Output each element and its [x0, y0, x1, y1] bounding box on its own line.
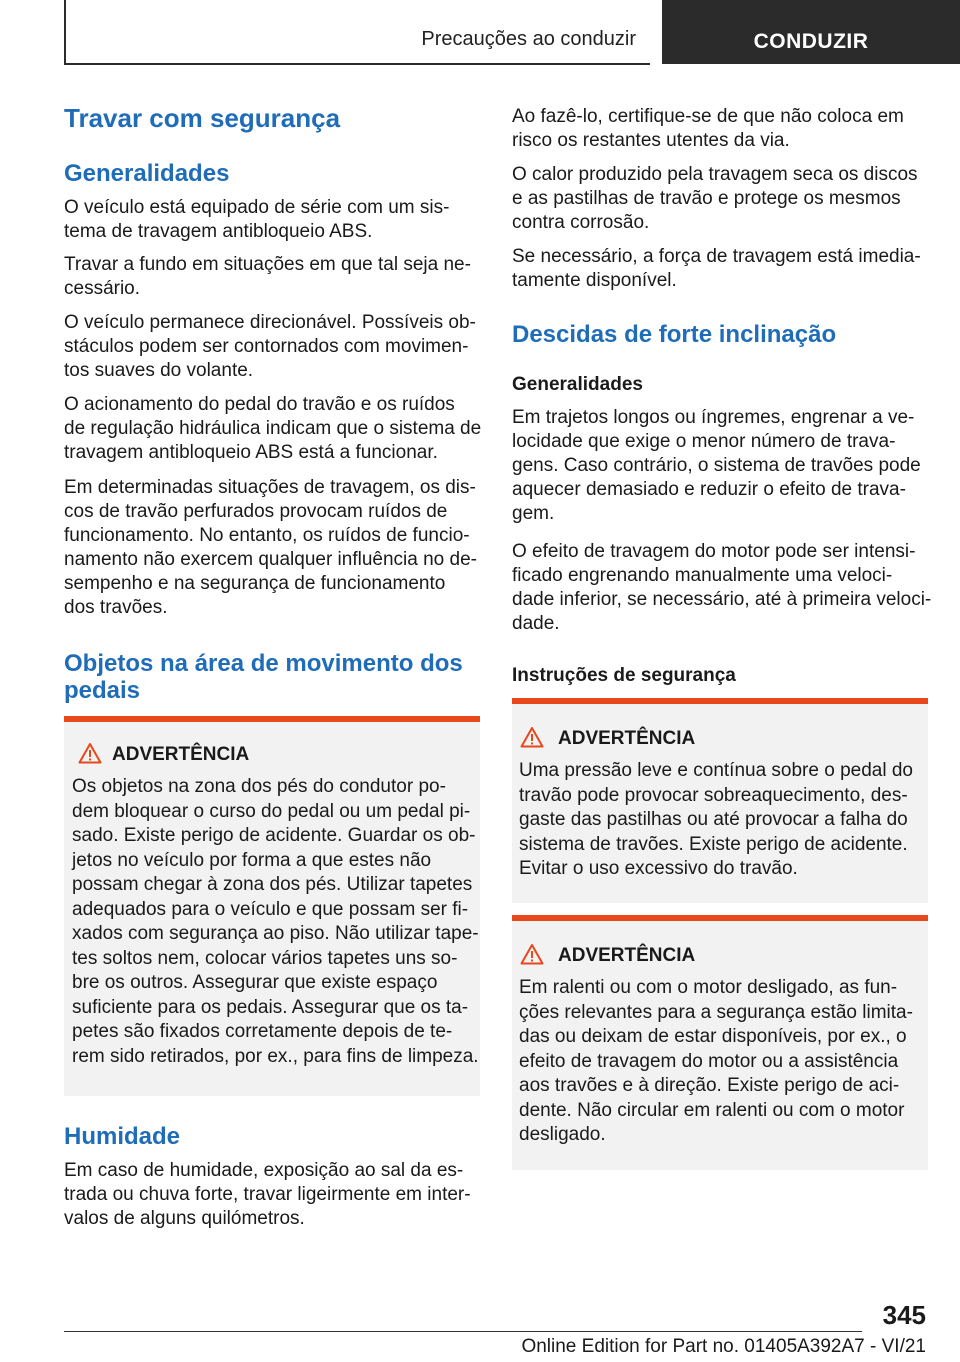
paragraph-brake-force: Se necessário, a força de travagem está imedia- tamente disponível. [512, 246, 921, 291]
subheading-safety-instructions: Instruções de segurança [512, 665, 736, 686]
header-frame-bottom [64, 63, 650, 65]
warning-box-pedals [64, 716, 480, 1096]
heading-steep-descents: Descidas de forte inclinação [512, 321, 837, 348]
section-title-brake-safely: Travar com segurança [64, 103, 341, 133]
paragraph-abs: O veículo está equipado de série com um sis- tema de travagem antibloqueio ABS. [64, 197, 450, 242]
warning-text: Os objetos na zona dos pés do condutor po- dem bloquear o curso do pedal ou um pedal pi- sado. Existe perigo de acidente. Guardar os ob- jetos no veículo por forma a que estes não possam chegar à zona dos pés. Utilizar tapetes adequados para o veículo e que possam ser fi- xados com segurança ao piso. Não utilizar tape- tes soltos nem, colocar vários tapetes uns so- bre os outros. Assegurar que existe espaço suficiente para os pedais. Assegurar que os ta- petes são fixados corretamente depois de te- rem sido retirados, por ex., para fins de limpeza. [72, 776, 479, 1067]
paragraph-check-traffic: Ao fazê-lo, certifique-se de que não coloca em risco os restantes utentes da via. [512, 106, 904, 151]
warning-bar [512, 915, 928, 921]
paragraph-long-routes: Em trajetos longos ou íngremes, engrenar a ve- locidade que exige o menor número de trava- gens. Caso contrário, o sistema de travões pode aquecer demasiado e reduzir o efeito de trava- gem. [512, 407, 921, 524]
warning-box-continuous-braking [512, 698, 928, 903]
subheading-general: Generalidades [512, 374, 643, 395]
heading-humidity: Humidade [64, 1123, 181, 1150]
paragraph-brake-hard: Travar a fundo em situações em que tal seja ne- cessário. [64, 254, 471, 299]
warning-title: ADVERTÊNCIA [558, 728, 696, 749]
warning-text: Em ralenti ou com o motor desligado, as fun- ções relevantes para a segurança estão limita- das ou deixam de estar disponíveis, por ex., o efeito de travagem do motor ou a assistência aos travões e à direção. Existe perigo de aci- dente. Não circular em ralenti ou com o motor desligado. [519, 977, 913, 1145]
warning-title: ADVERTÊNCIA [112, 744, 250, 765]
warning-title: ADVERTÊNCIA [558, 945, 696, 966]
warning-bar [64, 716, 480, 722]
page-number: 345 [882, 1300, 926, 1330]
paragraph-abs-noise: O acionamento do pedal do travão e os ruídos de regulação hidráulica indicam que o sistema de travagem antibloqueio ABS está a funcionar. [64, 394, 482, 463]
footer-edition: Online Edition for Part no. 01405A392A7 - VI/21 [521, 1336, 926, 1357]
footer-rule [64, 1331, 862, 1332]
paragraph-dry-braking: O calor produzido pela travagem seca os discos e as pastilhas de travão e protege os mesmos contra corrosão. [512, 164, 918, 233]
warning-text: Uma pressão leve e contínua sobre o pedal do travão pode provocar sobreaquecimento, des- gaste das pastilhas ou até provocar a falha do sistema de travões. Existe perigo de acidente. Evitar o uso excessivo do travão. [519, 760, 913, 879]
warning-triangle-icon [78, 742, 102, 764]
heading-general: Generalidades [64, 160, 230, 187]
warning-triangle-icon [520, 943, 544, 965]
header-chapter-tab[interactable]: CONDUZIR [662, 0, 960, 64]
paragraph-humidity: Em caso de humidade, exposição ao sal da es- trada ou chuva forte, travar ligeirmente em inter- valos de alguns quilómetros. [64, 1160, 471, 1229]
header-frame-left [64, 0, 66, 64]
heading-objects-pedal-area: Objetos na área de movimento dos pedais [64, 650, 463, 704]
warning-triangle-icon [520, 726, 544, 748]
paragraph-steerable: O veículo permanece direcionável. Possíveis ob- stáculos podem ser contornados com movimen- tos suaves do volante. [64, 312, 476, 381]
header-section-title: Precauções ao conduzir [421, 28, 636, 50]
paragraph-engine-braking: O efeito de travagem do motor pode ser intensi- ficado engrenando manualmente uma veloci- dade inferior, se necessário, até à primeira veloci- dade. [512, 541, 932, 634]
warning-box-idle-engine-off [512, 915, 928, 1170]
paragraph-perforated-discs: Em determinadas situações de travagem, os dis- cos de travão perfurados provocam ruídos de funcionamento. No entanto, os ruídos de funcio- namento não exercem qualquer influência no de- sempenho e na segurança de funcionamento dos travões. [64, 477, 477, 618]
warning-bar [512, 698, 928, 704]
